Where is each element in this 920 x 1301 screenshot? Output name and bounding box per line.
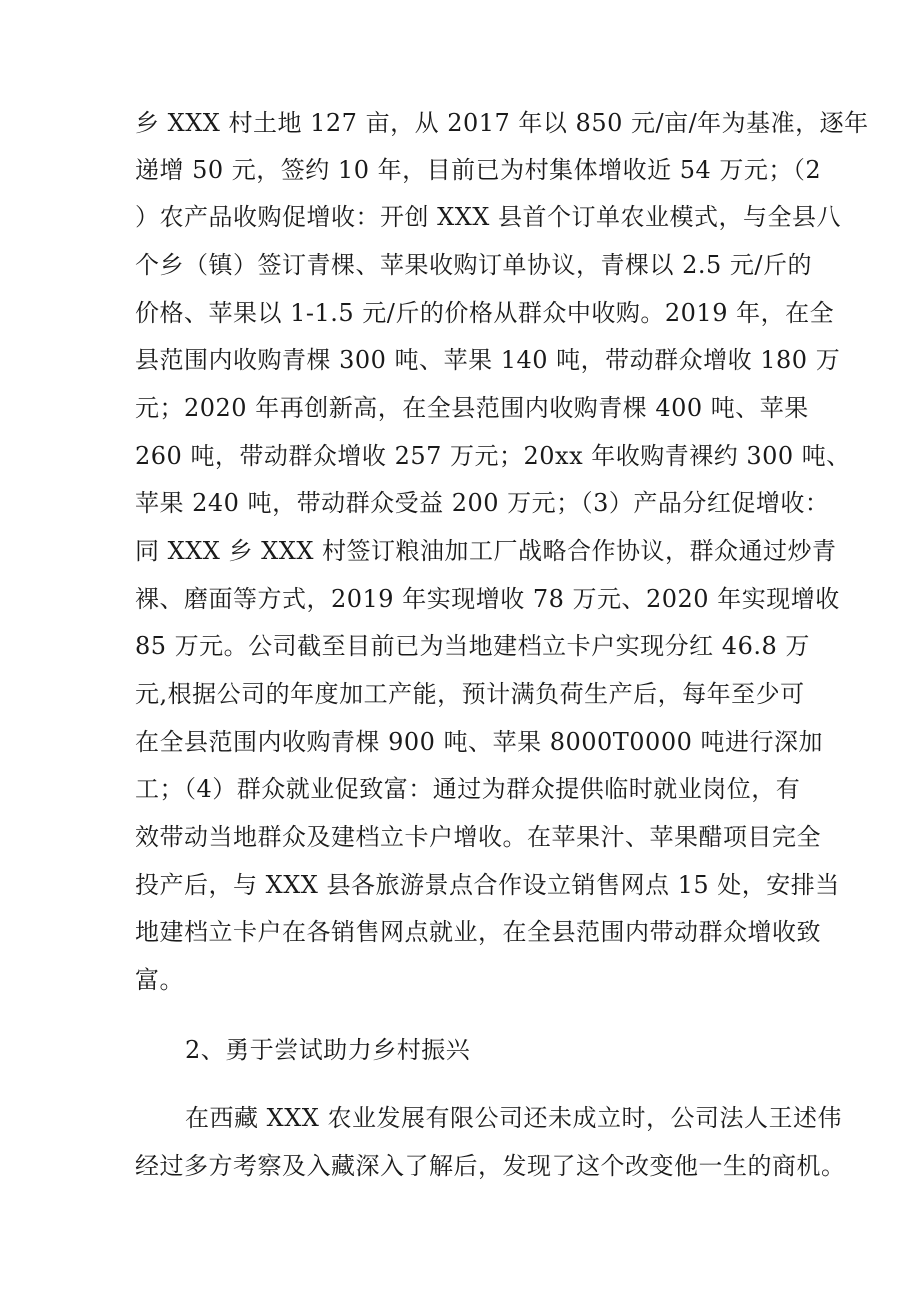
body-text-line: 效带动当地群众及建档立卡户增收。在苹果汁、苹果醋项目完全 <box>135 823 821 851</box>
body-text-line: 工；（4）群众就业促致富：通过为群众提供临时就业岗位，有 <box>135 775 801 803</box>
body-text-line: 在西藏 XXX 农业发展有限公司还未成立时，公司法人王述伟 <box>185 1104 843 1132</box>
section-heading: 2、勇于尝试助力乡村振兴 <box>185 1036 471 1064</box>
body-text-line: ）农产品收购促增收：开创 XXX 县首个订单农业模式，与全县八 <box>135 203 842 231</box>
body-text-line: 价格、苹果以 1-1.5 元/斤的价格从群众中收购。2019 年，在全 <box>135 299 835 327</box>
body-text-line: 裸、磨面等方式，2019 年实现增收 78 万元、2020 年实现增收 <box>135 585 840 613</box>
body-text-line: 地建档立卡户在各销售网点就业，在全县范围内带动群众增收致 <box>135 918 821 946</box>
body-text-line: 元,根据公司的年度加工产能，预计满负荷生产后，每年至少可 <box>135 680 805 708</box>
body-text-line: 元；2020 年再创新高，在全县范围内收购青棵 400 吨、苹果 <box>135 394 809 422</box>
body-text-line: 85 万元。公司截至目前已为当地建档立卡户实现分红 46.8 万 <box>135 632 810 660</box>
body-text-line: 个乡（镇）签订青棵、苹果收购订单协议，青棵以 2.5 元/斤的 <box>135 251 813 279</box>
body-text-line: 苹果 240 吨，带动群众受益 200 万元；（3）产品分红促增收： <box>135 489 830 517</box>
body-text-line: 递增 50 元，签约 10 年，目前已为村集体增收近 54 万元；（2 <box>135 156 822 184</box>
body-text-line: 县范围内收购青棵 300 吨、苹果 140 吨，带动群众增收 180 万 <box>135 346 841 374</box>
body-text-line: 经过多方考察及入藏深入了解后，发现了这个改变他一生的商机。 <box>135 1152 846 1180</box>
body-text-line: 260 吨，带动群众增收 257 万元；20xx 年收购青裸约 300 吨、 <box>135 442 851 470</box>
body-text-line: 富。 <box>135 966 184 994</box>
body-text-line: 同 XXX 乡 XXX 村签订粮油加工厂战略合作协议，群众通过炒青 <box>135 537 837 565</box>
body-text-line: 乡 XXX 村土地 127 亩，从 2017 年以 850 元/亩/年为基准，逐年 <box>135 109 869 137</box>
body-text-line: 在全县范围内收购青棵 900 吨、苹果 8000T0000 吨进行深加 <box>135 728 823 756</box>
body-text-line: 投产后，与 XXX 县各旅游景点合作设立销售网点 15 处，安排当 <box>135 871 840 899</box>
